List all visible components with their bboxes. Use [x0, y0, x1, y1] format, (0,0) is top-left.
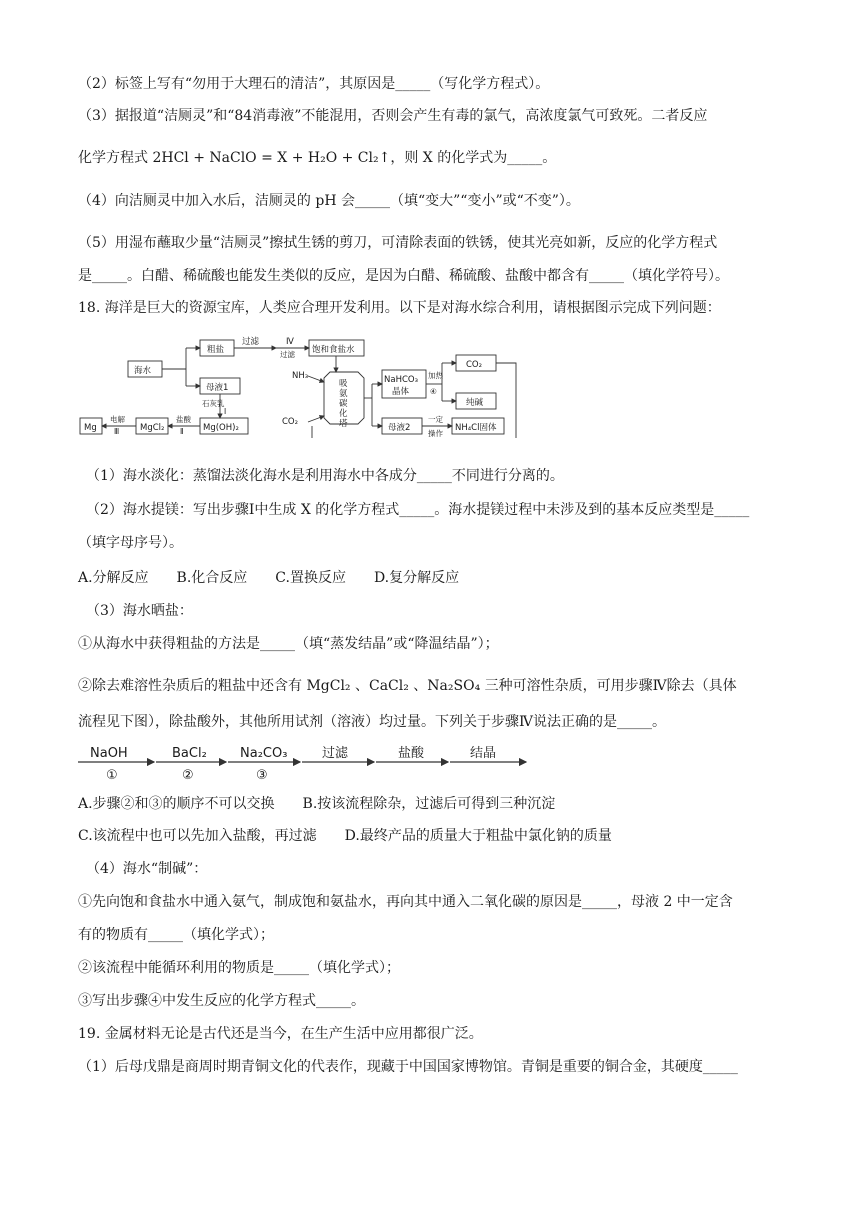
- co2-in-label: CO₂: [282, 417, 299, 427]
- step1-label: Ⅰ: [224, 407, 227, 416]
- q18-part2-options: A.分解反应 B.化合反应 C.置换反应 D.复分解反应: [78, 570, 460, 586]
- seawater-label: 海水: [134, 366, 152, 376]
- q18-part3-q2: ②除去难溶性杂质后的粗盐中还含有 MgCl₂ 、CaCl₂ 、Na₂SO₄ 三种可溶性杂质，可用步骤Ⅳ除去（具体: [78, 678, 737, 694]
- filter-label: 过滤: [242, 337, 260, 347]
- q17-part5: （5）用湿布蘸取少量“洁厕灵”擦拭生锈的剪刀，可清除表面的铁锈，使其光亮如新，反应的化学方程式: [78, 235, 718, 251]
- flow-num-1: ①: [106, 768, 118, 783]
- q18-part4-q3: ③写出步骤④中发生反应的化学方程式_____。: [78, 993, 365, 1009]
- lime-milk-label: 石灰乳: [202, 399, 225, 408]
- impurity-removal-flow: [76, 743, 536, 785]
- step2-label: Ⅱ: [180, 427, 184, 436]
- mg-label: Mg: [84, 423, 97, 433]
- brine-label: 饱和食盐水: [312, 345, 355, 355]
- q18-stem: 18. 海洋是巨大的资源宝库，人类应合理开发利用。以下是对海水综合利用，请根据图示完成下列问题：: [78, 300, 721, 316]
- step4-circle-label: ④: [430, 387, 437, 396]
- mother1-label: 母液1: [206, 383, 229, 393]
- q17-part2: （2）标签上写有“勿用于大理石的清洁”，其原因是_____（写化学方程式）。: [78, 76, 550, 92]
- q18-part3: （3）海水晒盐：: [86, 603, 193, 619]
- tower-char-3: 碳: [339, 399, 348, 409]
- flow-step-filter: 过滤: [322, 746, 349, 761]
- q18-part3-q2-cont: 流程见下图），除盐酸外，其他所用试剂（溶液）均过量。下列关于步骤Ⅳ说法正确的是_____。: [78, 714, 666, 730]
- tower-char-2: 氨: [339, 389, 348, 399]
- q17-part4: （4）向洁厕灵中加入水后，洁厕灵的 pH 会_____（填“变大”“变小”或“不变”）。: [78, 193, 580, 209]
- q17-part3: （3）据报道“洁厕灵”和“84消毒液”不能混用，否则会产生有毒的氯气，高浓度氯气可致死。二者反应: [78, 108, 708, 124]
- q18-part1: （1）海水淡化：蒸馏法淡化海水是利用海水中各成分_____不同进行分离的。: [86, 468, 564, 484]
- mgcl2-label: MgCl₂: [140, 423, 165, 433]
- mgoh2-label: Mg(OH)₂: [203, 423, 239, 433]
- q18-part3-q1: ①从海水中获得粗盐的方法是_____（填“蒸发结晶”或“降温结晶”）；: [78, 636, 499, 652]
- seawater-utilization-diagram: [76, 326, 546, 438]
- heat-label: 加热: [428, 371, 443, 380]
- tower-char-4: 化: [339, 409, 348, 419]
- q18-part4: （4）海水“制碱”：: [86, 861, 208, 877]
- q18-part4-q1: ①先向饱和食盐水中通入氨气，制成饱和氨盐水，再向其中通入二氧化碳的原因是_____，母液 2 中一定含: [78, 894, 733, 910]
- q18-part4-q1-cont: 有的物质有_____（填化学式）；: [78, 927, 274, 943]
- flow-step-na2co3: Na₂CO₃: [240, 746, 288, 761]
- nh3-label: NH₃: [292, 371, 309, 381]
- hcl-label: 盐酸: [176, 415, 191, 424]
- nahco3-label: NaHCO₃: [384, 375, 418, 385]
- mother2-label: 母液2: [388, 423, 411, 433]
- flow-num-3: ③: [256, 768, 268, 783]
- flow-step-hcl: 盐酸: [398, 746, 425, 761]
- flow-step-naoh: NaOH: [90, 746, 128, 761]
- co2-out-label: CO₂: [466, 360, 483, 370]
- soda-label: 纯碱: [466, 398, 484, 408]
- crude-salt-label: 粗盐: [207, 345, 225, 355]
- q19-part1: （1）后母戊鼎是商周时期青铜文化的代表作，现藏于中国国家博物馆。青铜是重要的铜合金，其硬度_____: [78, 1059, 738, 1075]
- flow-step-bacl2: BaCl₂: [172, 746, 207, 761]
- filter2-label: 过滤: [280, 350, 295, 359]
- q17-part3-equation: 化学方程式 2HCl + NaClO = X + H₂O + Cl₂↑，则 X 的化学式为_____。: [78, 150, 557, 166]
- step3-label: Ⅲ: [114, 427, 120, 436]
- operation-label: 操作: [428, 429, 443, 438]
- flow-step-crystallize: 结晶: [470, 746, 497, 761]
- step4-label: Ⅳ: [286, 337, 294, 347]
- q19-stem: 19. 金属材料无论是古代还是当今，在生产生活中应用都很广泛。: [78, 1026, 483, 1042]
- q18-part2-cont: （填字母序号）。: [78, 535, 183, 551]
- crystal-label: 晶体: [392, 387, 410, 397]
- q18-part2: （2）海水提镁：写出步骤Ⅰ中生成 X 的化学方程式_____。海水提镁过程中未涉及到的基本反应类型是_____: [86, 502, 750, 518]
- tower-char-5: 塔: [339, 419, 348, 429]
- electrolysis-label: 电解: [110, 415, 125, 424]
- tower-char-1: 吸: [339, 379, 348, 389]
- flow-num-2: ②: [182, 768, 194, 783]
- nh4cl-label: NH₄Cl固体: [455, 423, 497, 433]
- q17-part5-cont: 是_____。白醋、稀硫酸也能发生类似的反应，是因为白醋、稀硫酸、盐酸中都含有_____（填化学符号）。: [78, 268, 729, 284]
- q18-part3-options-ab: A.步骤②和③的顺序不可以交换 B.按该流程除杂，过滤后可得到三种沉淀: [78, 796, 556, 812]
- certain-label: 一定: [428, 415, 443, 424]
- q18-part3-options-cd: C.该流程中也可以先加入盐酸，再过滤 D.最终产品的质量大于粗盐中氯化钠的质量: [78, 828, 612, 844]
- q18-part4-q2: ②该流程中能循环利用的物质是_____（填化学式）；: [78, 960, 400, 976]
